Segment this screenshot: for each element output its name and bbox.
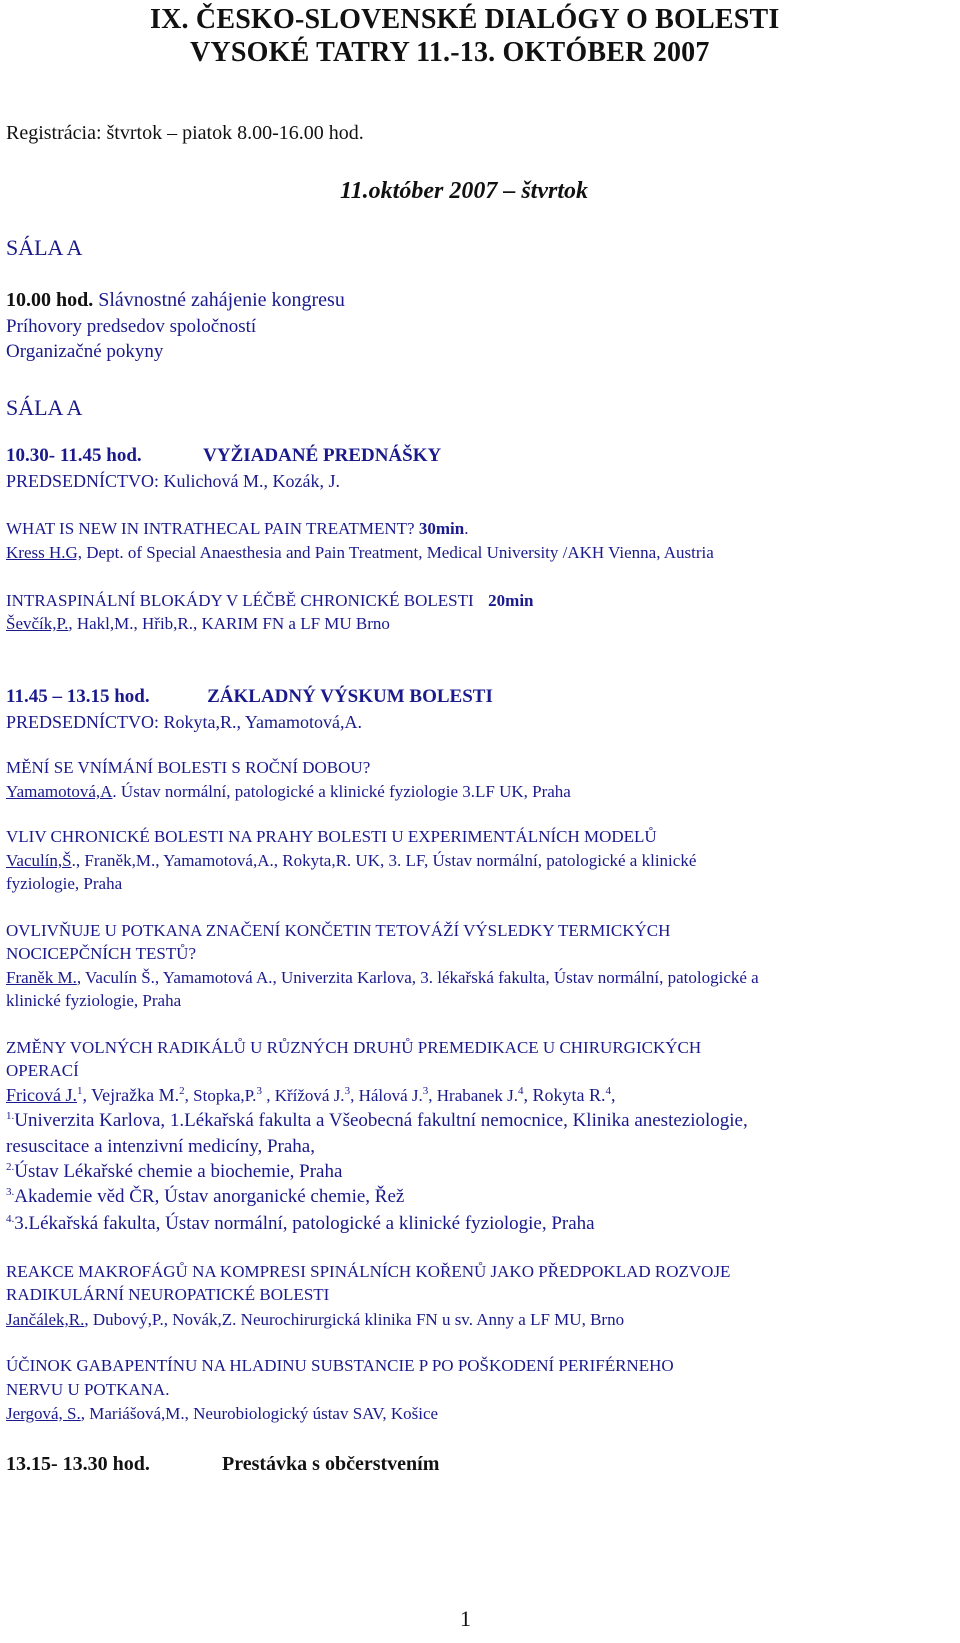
- b2-talk6-author: Jergová, S.: [6, 1404, 81, 1423]
- b2-talk5-rest: , Dubový,P., Novák,Z. Neurochirurgická klinika FN u sv. Anny a LF MU, Brno: [84, 1310, 625, 1329]
- b2-talk4-sup4: 3: [344, 1085, 351, 1097]
- b2-talk4-author4: , Křížová J.: [261, 1086, 345, 1105]
- b2-talk6-rest: , Mariášová,M., Neurobiologický ústav SAV, Košice: [80, 1404, 439, 1423]
- b2-talk4-sup3: 3: [256, 1085, 262, 1097]
- block2-title: ZÁKLADNÝ VÝSKUM BOLESTI: [207, 686, 493, 707]
- block1-time: 10.30- 11.45 hod.: [6, 445, 142, 466]
- b2-talk2-author-line: [6, 851, 696, 871]
- block1-chair-names: Kulichová M., Kozák, J.: [159, 471, 340, 491]
- b2-talk4-author7: , Rokyta R.: [523, 1085, 606, 1105]
- b2-talk5-author-line: [6, 1310, 624, 1330]
- block1-header: [6, 445, 441, 467]
- talk1-period: .: [464, 519, 469, 538]
- block1-chair: [6, 471, 340, 492]
- b2-aff1: Univerzita Karlova, 1.Lékařská fakulta a Všeobecná fakultní nemocnice, Klinika anesteziologie,: [14, 1110, 748, 1131]
- talk1-author: Kress H.G,: [6, 543, 83, 562]
- b2-aff3: Akademie věd ČR, Ústav anorganické chemie, Řež: [14, 1186, 405, 1207]
- b2-talk6-author-line: [6, 1404, 438, 1424]
- b2-aff4-line: [6, 1213, 595, 1235]
- block2-chair: PREDSEDNÍCTVO: Rokyta,R., Yamamotová,A.: [6, 712, 363, 732]
- b2-talk2-rest: ., Franěk,M., Yamamotová,A., Rokyta,R. UK, 3. LF, Ústav normální, patologické a klinické: [71, 851, 697, 870]
- talk2-author: Ševčík,P.: [6, 614, 69, 633]
- talk2-author-line: [6, 614, 390, 634]
- b2-talk4-author2: , Vejražka M.: [82, 1085, 180, 1105]
- b2-talk3-author: Franěk M.: [6, 968, 77, 987]
- talk2-rest: , Hakl,M., Hřib,R., KARIM FN a LF MU Brno: [68, 614, 390, 633]
- talk1-title-line: [6, 519, 468, 539]
- page-title-line2: VYSOKÉ TATRY 11.-13. OKTÓBER 2007: [190, 37, 710, 68]
- b2-aff2-line: [6, 1161, 342, 1183]
- opening-title: Slávnostné zahájenie kongresu: [98, 289, 345, 311]
- talk1-title: WHAT IS NEW IN INTRATHECAL PAIN TREATMENT?: [6, 519, 415, 538]
- b2-aff2-sup: 2.: [6, 1161, 15, 1173]
- talk1-duration: 30min: [418, 519, 465, 538]
- b2-talk6-title2: NERVU U POTKANA.: [6, 1380, 170, 1399]
- block2-time: 11.45 – 13.15 hod.: [6, 686, 150, 707]
- talk2-title: INTRASPINÁLNÍ BLOKÁDY V LÉČBĚ CHRONICKÉ BOLESTI: [6, 591, 474, 610]
- b2-talk4-author5: , Hálová J.: [350, 1086, 423, 1105]
- b2-talk3-title2: NOCICEPČNÍCH TESTŮ?: [6, 944, 196, 963]
- talk1-affil: Dept. of Special Anaesthesia and Pain Treatment, Medical University /AKH Vienna, Austria: [82, 543, 714, 562]
- talk2-title-line: [6, 591, 534, 611]
- b2-talk1-rest: . Ústav normální, patologické a klinické fyziologie 3.LF UK, Praha: [112, 782, 571, 801]
- b2-talk1-title: MĚNÍ SE VNÍMÁNÍ BOLESTI S ROČNÍ DOBOU?: [6, 758, 371, 777]
- block1-title: VYŽIADANÉ PREDNÁŠKY: [203, 445, 442, 466]
- b2-talk4-title1: ZMĚNY VOLNÝCH RADIKÁLŮ U RŮZNÝCH DRUHŮ PREMEDIKACE U CHIRURGICKÝCH: [6, 1038, 702, 1057]
- b2-talk6-title1: ÚČINOK GABAPENTÍNU NA HLADINU SUBSTANCIE P PO POŠKODENÍ PERIFÉRNEHO: [6, 1356, 674, 1375]
- opening-line3: Organizačné pokyny: [6, 341, 164, 362]
- b2-aff1b: resuscitace a intenzivní medicíny, Praha,: [6, 1136, 315, 1157]
- b2-talk5-title2: RADIKULÁRNÍ NEUROPATICKÉ BOLESTI: [6, 1285, 330, 1304]
- b2-aff1-line: [6, 1110, 748, 1132]
- b2-talk4-sup1: 1: [77, 1085, 83, 1097]
- b2-talk4-title2: OPERACÍ: [6, 1061, 79, 1080]
- b2-talk1-author: Yamamotová,A: [6, 782, 113, 801]
- block1-chair-label: PREDSEDNÍCTVO:: [6, 471, 160, 491]
- hall-heading-2: SÁLA A: [6, 395, 83, 420]
- b2-talk3-title1: OVLIVŇUJE U POTKANA ZNAČENÍ KONČETIN TETOVÁŽÍ VÝSLEDKY TERMICKÝCH: [6, 921, 671, 940]
- b2-talk3-rest2: klinické fyziologie, Praha: [6, 991, 182, 1010]
- hall-heading-1: SÁLA A: [6, 235, 83, 260]
- b2-talk2-author: Vaculín,Š: [6, 851, 72, 870]
- break-label: Prestávka s občerstvením: [222, 1453, 440, 1475]
- b2-talk3-rest: , Vaculín Š., Yamamotová A., Univerzita Karlova, 3. lékařská fakulta, Ústav normální, patologické a: [76, 968, 759, 987]
- opening-time: 10.00 hod.: [6, 289, 94, 311]
- day-heading: 11.október 2007 – štvrtok: [340, 178, 589, 204]
- page-title-line1: IX. ČESKO-SLOVENSKÉ DIALÓGY O BOLESTI: [150, 4, 780, 35]
- b2-talk2-rest2: fyziologie, Praha: [6, 874, 123, 893]
- page-number: 1: [460, 1606, 471, 1631]
- b2-talk5-author: Jančálek,R.: [6, 1310, 85, 1329]
- break-time: 13.15- 13.30 hod.: [6, 1453, 150, 1475]
- talk2-duration: 20min: [488, 591, 534, 610]
- b2-aff4-sup: 4.: [6, 1213, 15, 1225]
- b2-talk4-author1: Fricová J.: [6, 1085, 77, 1105]
- opening-line2: Príhovory predsedov spoločností: [6, 316, 257, 337]
- b2-talk4-sup5: 3: [422, 1085, 429, 1097]
- talk1-author-line: [6, 543, 714, 563]
- b2-talk3-author-line: [6, 968, 759, 988]
- registration-text: Registrácia: štvrtok – piatok 8.00-16.00 hod.: [6, 122, 364, 144]
- b2-talk4-sup6: 4: [517, 1085, 524, 1097]
- b2-talk4-author3: , Stopka,P.: [184, 1086, 257, 1105]
- block2-header: [6, 686, 493, 708]
- b2-talk4-sup2: 2: [179, 1085, 185, 1097]
- b2-aff3-sup: 3.: [6, 1186, 15, 1198]
- b2-talk2-title: VLIV CHRONICKÉ BOLESTI NA PRAHY BOLESTI U EXPERIMENTÁLNÍCH MODELŮ: [6, 827, 657, 846]
- b2-talk4-author8: ,: [611, 1085, 616, 1105]
- b2-aff4: 3.Lékařská fakulta, Ústav normální, patologické a klinické fyziologie, Praha: [14, 1213, 595, 1234]
- b2-talk5-title1: REAKCE MAKROFÁGŮ NA KOMPRESI SPINÁLNÍCH KOŘENŮ JAKO PŘEDPOKLAD ROZVOJE: [6, 1262, 731, 1281]
- b2-aff3-line: [6, 1186, 404, 1208]
- b2-aff1-sup: 1.: [6, 1110, 15, 1122]
- b2-talk1-author-line: [6, 782, 571, 802]
- b2-talk4-authors: [6, 1085, 616, 1106]
- b2-talk4-sup7: 4: [605, 1085, 611, 1097]
- b2-aff2: Ústav Lékařské chemie a biochemie, Praha: [14, 1161, 343, 1182]
- b2-talk4-author6: , Hrabanek J.: [428, 1086, 518, 1105]
- opening-line: [6, 289, 345, 312]
